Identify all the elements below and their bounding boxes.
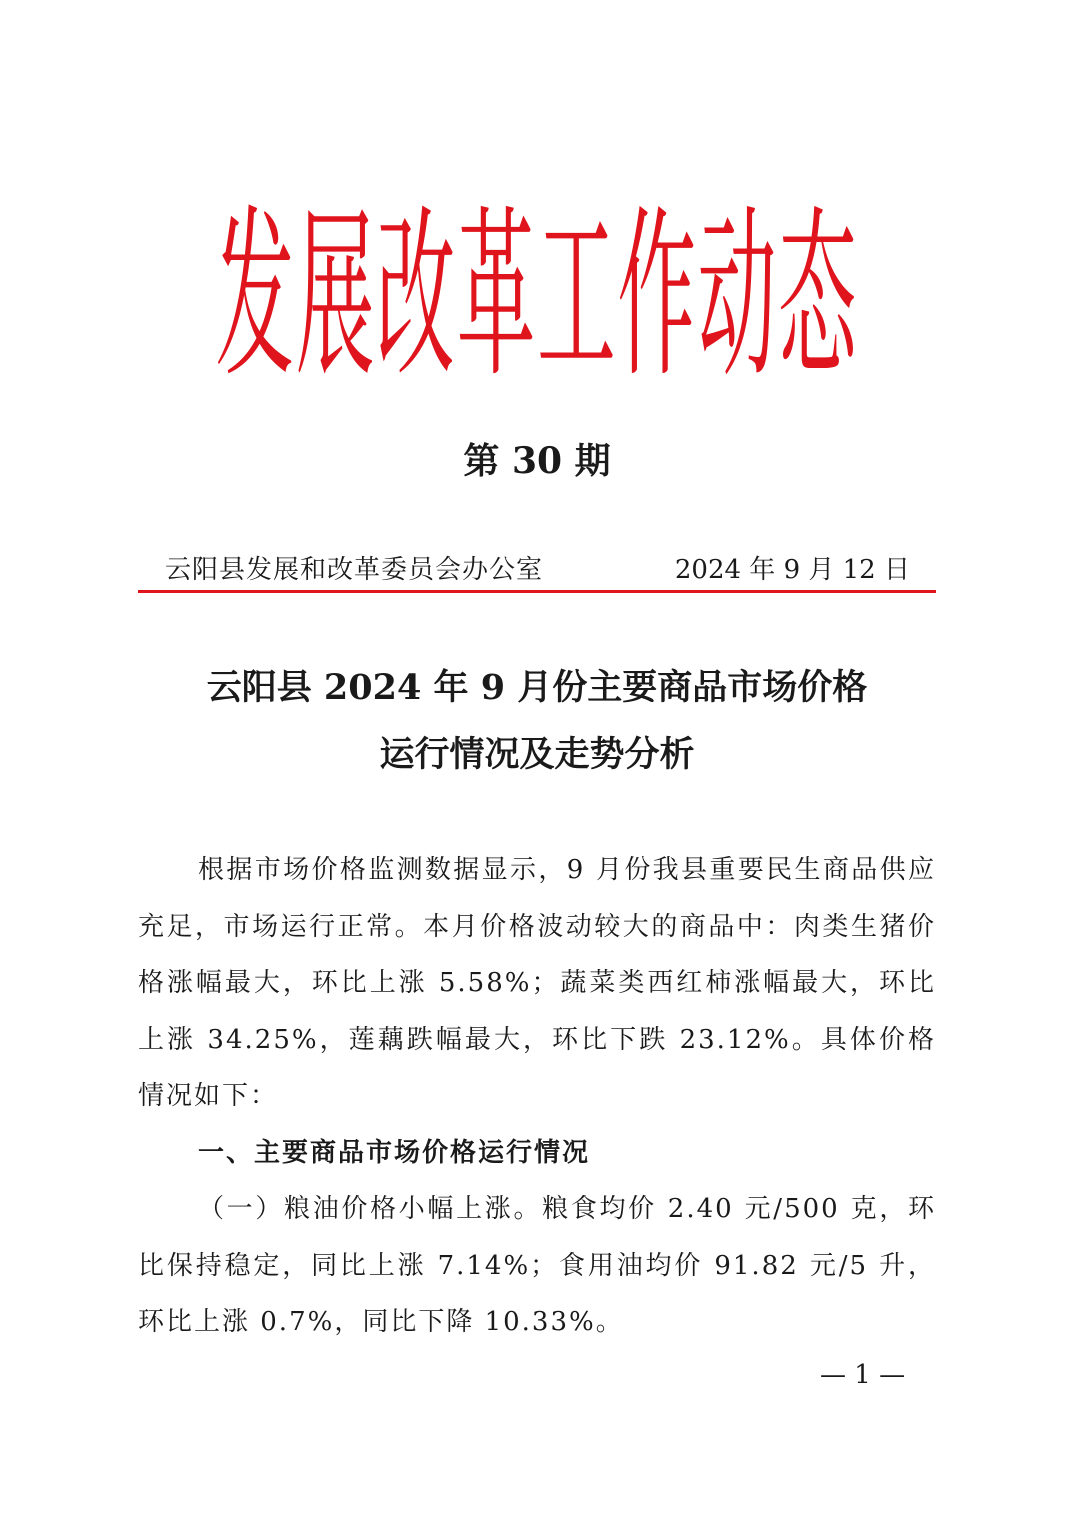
grain-oil-paragraph: （一）粮油价格小幅上涨。粮食均价 2.40 元/500 克，环比保持稳定，同比上涨 7.14%；食用油均价 91.82 元/5 升，环比上涨 0.7%，同比下降 10.33%。 (138, 1194, 936, 1337)
section-heading: 一、主要商品市场价格运行情况 (198, 1137, 591, 1168)
issue-date: 2024 年 9 月 12 日 (674, 555, 910, 585)
red-divider-line (138, 590, 936, 593)
masthead-title-text: 发展改革工作动态 (215, 189, 859, 403)
article-body (138, 842, 936, 1351)
article-title-line-2: 运行情况及走势分析 (379, 734, 695, 775)
article-title-line-1: 云阳县 2024 年 9 月份主要商品市场价格 (206, 667, 868, 708)
issue-number: 第 30 期 (463, 440, 611, 482)
page-number: — 1 — (820, 1360, 906, 1390)
issuing-office: 云阳县发展和改革委员会办公室 (165, 555, 544, 585)
masthead-title (0, 189, 1074, 403)
intro-paragraph: 根据市场价格监测数据显示，9 月份我县重要民生商品供应充足，市场运行正常。本月价格波动较大的商品中：肉类生猪价格涨幅最大，环比上涨 5.58%；蔬菜类西红柿涨幅最大，环比上涨 34.25%，莲藕跌幅最大，环比下跌 23.12%。具体价格情况如下： (138, 855, 936, 1111)
issuer-row (165, 550, 910, 590)
